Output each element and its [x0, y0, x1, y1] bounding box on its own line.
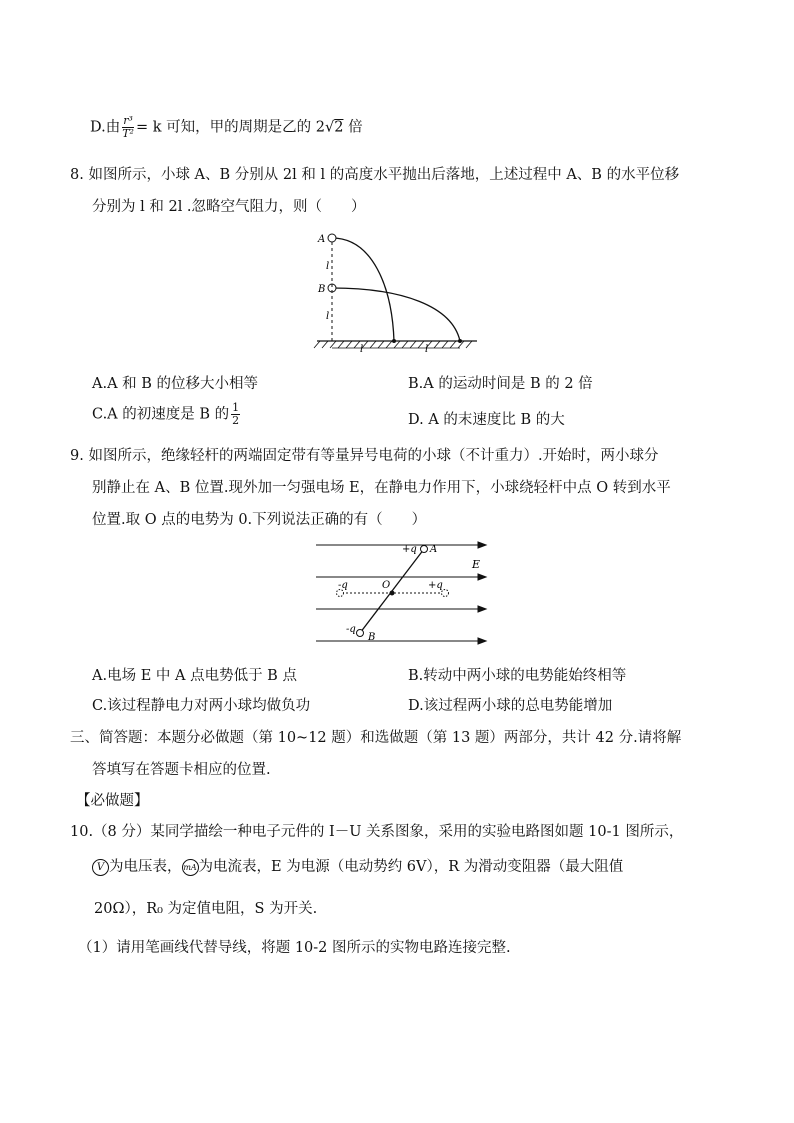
q10-stem-line1: 10.（8 分）某同学描绘一种电子元件的 I－U 关系图象，采用的实验电路图如题 10-1 图所示，	[70, 824, 684, 840]
q10-subquestion-1: （1）请用笔画线代替导线，将题 10-2 图所示的实物电路连接完整.	[78, 940, 511, 956]
svg-text:l: l	[326, 261, 330, 272]
svg-text:+q: +q	[402, 544, 417, 555]
required-label: 【必做题】	[76, 793, 149, 809]
voltmeter-icon: V	[92, 859, 109, 876]
q10-stem-line2: V 为电压表， mA 为电流表，E 为电源（电动势约 6V），R 为滑动变阻器（最大阻值	[92, 855, 623, 876]
svg-text:-q: -q	[346, 624, 356, 635]
svg-text:-q: -q	[338, 580, 348, 591]
q8-option-b: B.A 的运动时间是 B 的 2 倍	[408, 376, 593, 392]
q9-stem-line3: 位置.取 O 点的电势为 0.下列说法正确的有（ ）	[92, 512, 427, 528]
svg-text:A: A	[430, 544, 438, 555]
q8-option-a: A.A 和 B 的位移大小相等	[92, 376, 259, 392]
label-b: B	[318, 284, 326, 295]
q8-option-c: C.A 的初速度是 B 的 $\frac{1}{2}$	[92, 401, 240, 428]
q9-option-c: C.该过程静电力对两小球均做负功	[92, 698, 311, 714]
q10-stem-line3: 20Ω），R₀ 为定值电阻，S 为开关.	[94, 901, 318, 917]
label-a: A	[318, 234, 326, 245]
svg-text:l: l	[326, 311, 330, 322]
section3-heading-line2: 答填写在答题卡相应的位置.	[92, 762, 271, 778]
milliammeter-icon: mA	[182, 859, 199, 876]
q8-figure	[312, 226, 482, 356]
section3-heading-line1: 三、简答题：本题分必做题（第 10~12 题）和选做题（第 13 题）两部分，共计 42 分.请将解	[70, 730, 682, 746]
q9-stem-line1: 9. 如图所示，绝缘轻杆的两端固定带有等量异号电荷的小球（不计重力）.开始时，两小球分	[70, 448, 659, 464]
fraction: $\frac{1}{2}$	[232, 401, 240, 428]
q8-stem-line2: 分别为 l 和 2l .忽略空气阻力，则（ ）	[92, 199, 366, 215]
svg-text:E: E	[472, 558, 481, 571]
q9-stem-line2: 别静止在 A、B 位置.现外加一匀强电场 E，在静电力作用下，小球绕轻杆中点 O 转到水平	[92, 480, 671, 496]
q9-option-a: A.电场 E 中 A 点电势低于 B 点	[92, 668, 297, 684]
svg-text:O: O	[382, 580, 391, 591]
svg-text:l: l	[425, 344, 429, 355]
q9-option-d: D.该过程两小球的总电势能增加	[408, 698, 613, 714]
q9-option-b: B.转动中两小球的电势能始终相等	[408, 668, 627, 684]
q7-option-d: D.由 $\frac{\text{r³}}{\text{T²}}$ = k 可知，甲的周期是乙的 2√2 倍	[90, 114, 363, 141]
svg-text:+q: +q	[428, 580, 443, 591]
q8-stem-line1: 8. 如图所示，小球 A、B 分别从 2l 和 l 的高度水平抛出后落地，上述过程中 A、B 的水平位移	[70, 167, 680, 183]
q8-option-d: D. A 的末速度比 B 的大	[408, 412, 565, 428]
q9-figure	[312, 536, 512, 646]
fraction: $\frac{\text{r³}}{\text{T²}}$	[122, 114, 134, 141]
svg-text:B: B	[368, 632, 376, 643]
svg-text:l: l	[360, 344, 364, 355]
